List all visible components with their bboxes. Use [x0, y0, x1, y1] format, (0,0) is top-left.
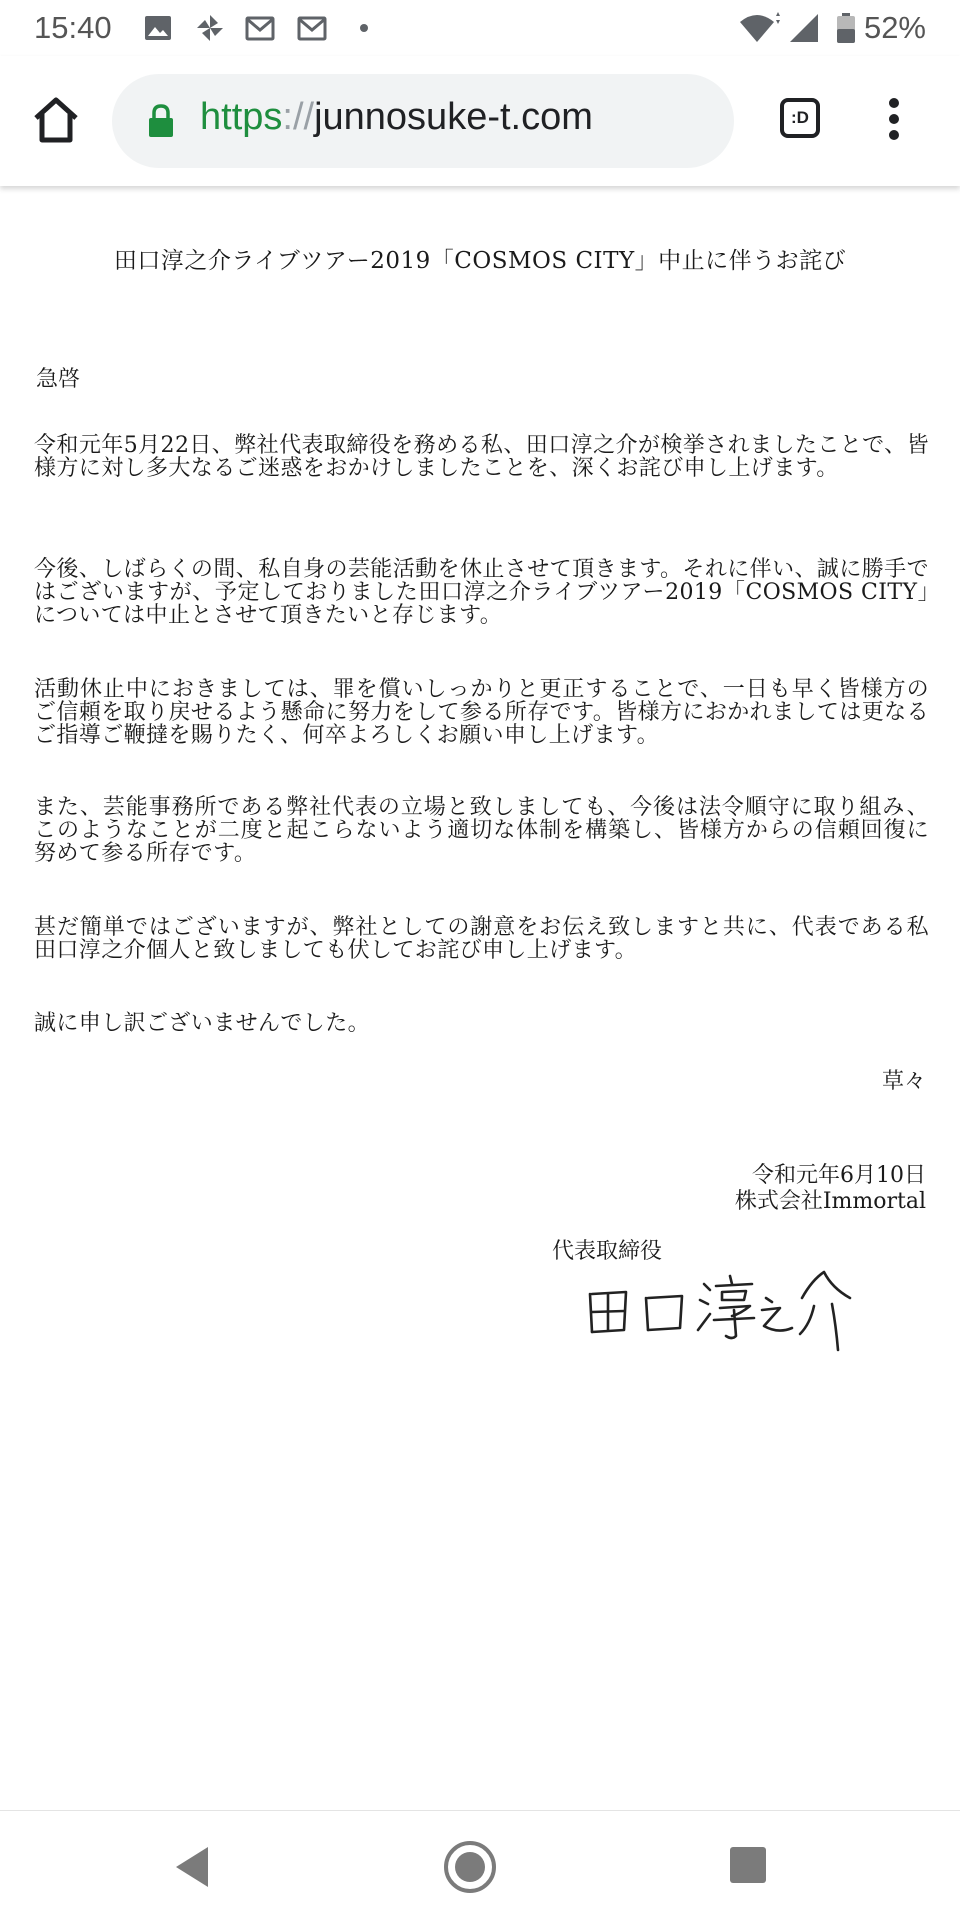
more-options-icon[interactable]	[876, 94, 912, 144]
battery-icon	[834, 12, 858, 44]
url-host: junnosuke-t.com	[314, 96, 593, 138]
apology-letter	[0, 186, 960, 1810]
status-bar	[0, 0, 960, 56]
letter-paragraph: 甚だ簡単ではございますが、弊社としての謝意をお伝え致しますと共に、代表である私田口淳之介個人と致しましても伏してお詫び申し上げます。	[34, 915, 929, 963]
letter-paragraph: 令和元年5月22日、弊社代表取締役を務める私、田口淳之介が検挙されましたことで、皆様方に対し多大なるご迷惑をおかけしましたことを、深くお詫び申し上げます。	[34, 433, 929, 481]
tab-switcher-button[interactable]: :D	[780, 98, 820, 138]
more-dot-icon	[352, 12, 384, 44]
letter-paragraph: 誠に申し訳ございませんでした。	[34, 1011, 371, 1036]
home-circle-icon[interactable]	[443, 1840, 497, 1894]
handwritten-signature	[580, 1254, 860, 1354]
wifi-icon	[738, 12, 782, 44]
gmail-icon	[296, 12, 328, 44]
cellular-signal-icon	[788, 12, 820, 44]
letter-company: 株式会社Immortal	[734, 1189, 926, 1214]
letter-signatory-position: 代表取締役	[552, 1239, 663, 1264]
battery-percentage: 52%	[863, 10, 926, 45]
letter-paragraph: 活動休止中におきましては、罪を償いしっかりと更正することで、一日も早く皆様方のご信頼を取り戻せるよう懸命に努力をして参る所存です。皆様方におかれましては更なるご指導ご鞭撻を賜りたく、何卒よろしくお願い申し上げます。	[34, 677, 929, 748]
url-separator: ://	[282, 96, 315, 138]
pinwheel-icon	[194, 12, 226, 44]
letter-paragraph: 今後、しばらくの間、私自身の芸能活動を休止させて頂きます。それに伴い、誠に勝手ではございますが、予定しておりました田口淳之介ライブツアー2019「COSMOS CITY」については中止とさせて頂きたいと存じます。	[34, 557, 929, 628]
address-bar[interactable]	[112, 74, 734, 168]
letter-salutation: 急啓	[36, 367, 81, 392]
navigation-bar	[0, 1810, 960, 1920]
letter-date: 令和元年6月10日	[752, 1163, 926, 1188]
letter-paragraph: また、芸能事務所である弊社代表の立場と致しましても、今後は法令順守に取り組み、このようなことが二度と起こらないよう適切な体制を構築し、皆様方からの信頼回復に努めて参る所存です。	[34, 795, 929, 866]
url-text[interactable]	[200, 96, 593, 139]
browser-toolbar	[0, 56, 960, 186]
letter-closing: 草々	[881, 1069, 926, 1094]
status-time: 15:40	[34, 10, 112, 45]
gmail-icon	[244, 12, 276, 44]
letter-title: 田口淳之介ライブツアー2019「COSMOS CITY」中止に伴うお詫び	[113, 248, 847, 274]
image-icon	[142, 12, 174, 44]
lock-icon	[148, 104, 174, 138]
url-scheme: https	[200, 96, 283, 138]
back-icon[interactable]	[172, 1845, 212, 1889]
recents-icon[interactable]	[730, 1847, 766, 1883]
home-icon[interactable]	[30, 94, 82, 146]
